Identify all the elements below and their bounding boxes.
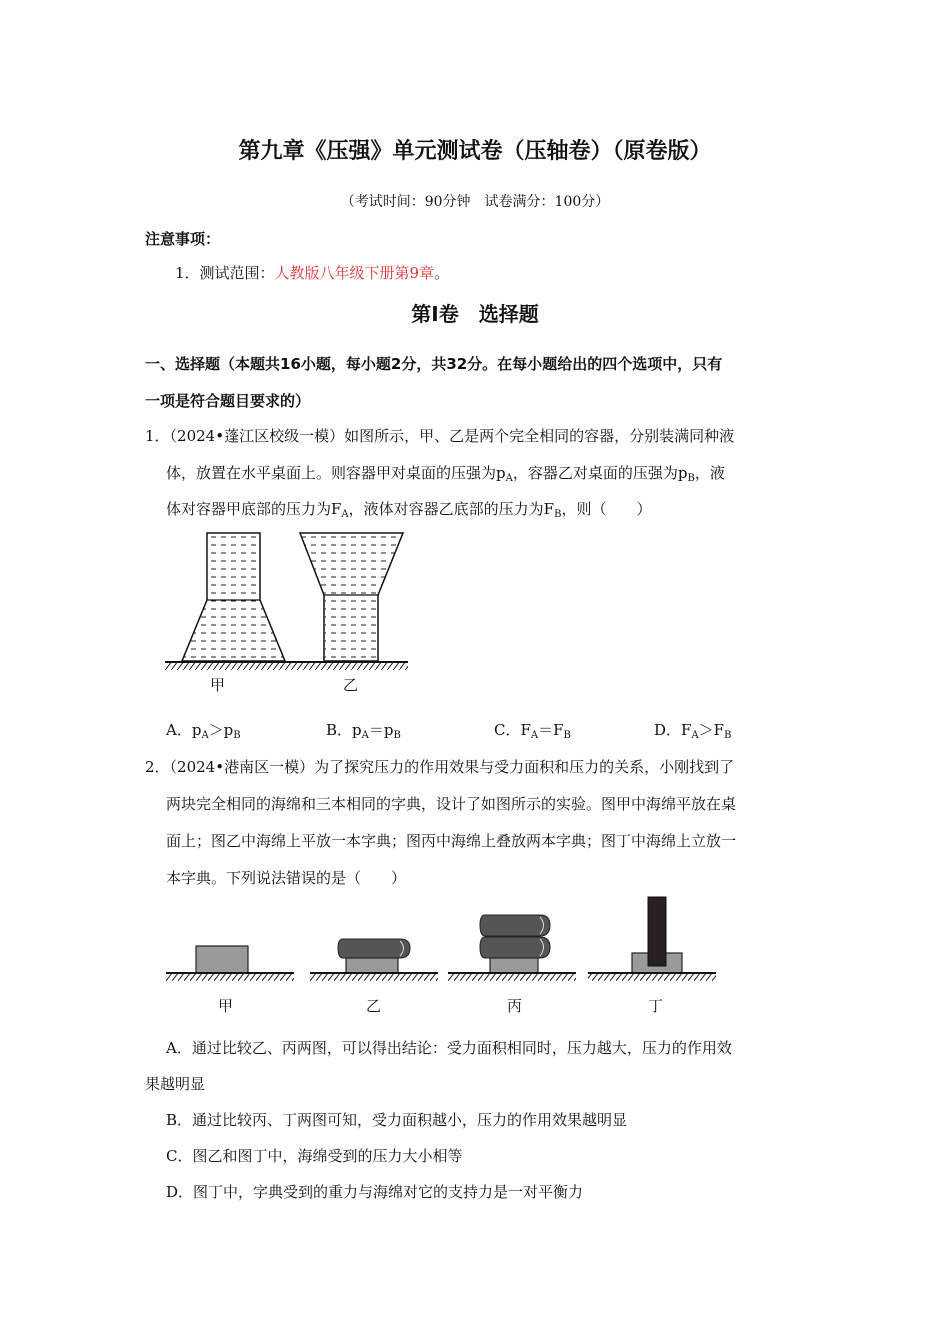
fig2-label-jia: 甲 — [218, 997, 234, 1015]
q2-option-a-line1[interactable]: A．通过比较乙、丙两图，可以得出结论：受力面积相同时，压力越大，压力的作用效 — [166, 1039, 732, 1057]
q2-line2: 两块完全相同的海绵和三本相同的字典，设计了如图所示的实验。图甲中海绵平放在桌 — [166, 795, 737, 813]
notice-1-suffix: 。 — [434, 264, 450, 282]
exam-info: （考试时间：90分钟 试卷满分：100分） — [340, 194, 610, 210]
q2-line1: 2．（2024•港南区一模）为了探究压力的作用效果与受力面积和压力的关系，小刚找到了 — [145, 758, 735, 776]
q2-line4: 本字典。下列说法错误的是（ ） — [166, 869, 407, 887]
fig2-label-ding: 丁 — [648, 997, 664, 1015]
q1-option-d[interactable]: D．$F_A>F_B$ — [654, 721, 732, 741]
q1-line3: 体对容器甲底部的压力为$F_A$，液体对容器乙底部的压力为$F_B$，则（ ） — [166, 500, 652, 520]
container-yi — [300, 533, 403, 661]
part1-instruction-line1: 一、选择题（本题共16小题，每小题2分，共32分。在每小题给出的四个选项中，只有 — [145, 355, 723, 373]
page-title: 第九章《压强》单元测试卷（压轴卷）（原卷版） — [238, 139, 712, 164]
q2-option-a-line2[interactable]: 果越明显 — [145, 1075, 206, 1093]
notice-1-prefix: 1．测试范围： — [175, 264, 275, 282]
section-title-type: 选择题 — [478, 302, 539, 326]
notice-item-1 — [175, 262, 449, 283]
dictionary-yi — [338, 939, 410, 958]
notice-1-range: 人教版八年级下册第9章 — [274, 264, 435, 282]
sponge-bing — [490, 958, 538, 973]
q1-option-a[interactable]: A．$p_A>p_B$ — [166, 721, 241, 741]
notice-heading: 注意事项： — [145, 230, 221, 248]
sponge-jia — [196, 946, 248, 973]
section-title — [0, 298, 950, 327]
dictionary-bing-1 — [480, 937, 550, 958]
q2-option-c[interactable]: C．图乙和图丁中，海绵受到的压力大小相等 — [166, 1147, 463, 1165]
q1-line2: 体，放置在水平桌面上。则容器甲对桌面的压强为$p_A$，容器乙对桌面的压强为$p_B$，液 — [166, 464, 725, 484]
sponge-yi — [346, 958, 398, 973]
fig2-label-bing: 丙 — [507, 997, 523, 1015]
q1-figure-containers — [160, 525, 420, 700]
dictionary-ding — [648, 897, 666, 966]
q1-option-c[interactable]: C．$F_A=F_B$ — [494, 721, 571, 741]
q1-line1: 1．（2024•蓬江区校级一模）如图所示，甲、乙是两个完全相同的容器，分别装满同种液 — [145, 427, 735, 445]
fig2-label-yi: 乙 — [366, 997, 382, 1015]
q1-option-b[interactable]: B．$p_A=p_B$ — [326, 721, 401, 741]
fig1-label-yi: 乙 — [343, 676, 359, 694]
q2-option-b[interactable]: B．通过比较丙、丁两图可知，受力面积越小，压力的作用效果越明显 — [166, 1111, 628, 1129]
container-jia — [182, 533, 285, 661]
q2-line3: 面上；图乙中海绵上平放一本字典；图丙中海绵上叠放两本字典；图丁中海绵上立放一 — [166, 832, 737, 850]
q2-option-d[interactable]: D．图丁中，字典受到的重力与海绵对它的支持力是一对平衡力 — [166, 1183, 584, 1201]
dictionary-bing-2 — [480, 915, 550, 936]
section-title-volume: 第Ⅰ卷 — [411, 302, 459, 326]
q2-figure-sponges — [160, 893, 730, 1023]
part1-instruction-line2: 一项是符合题目要求的） — [145, 392, 311, 410]
fig1-label-jia: 甲 — [210, 676, 226, 694]
